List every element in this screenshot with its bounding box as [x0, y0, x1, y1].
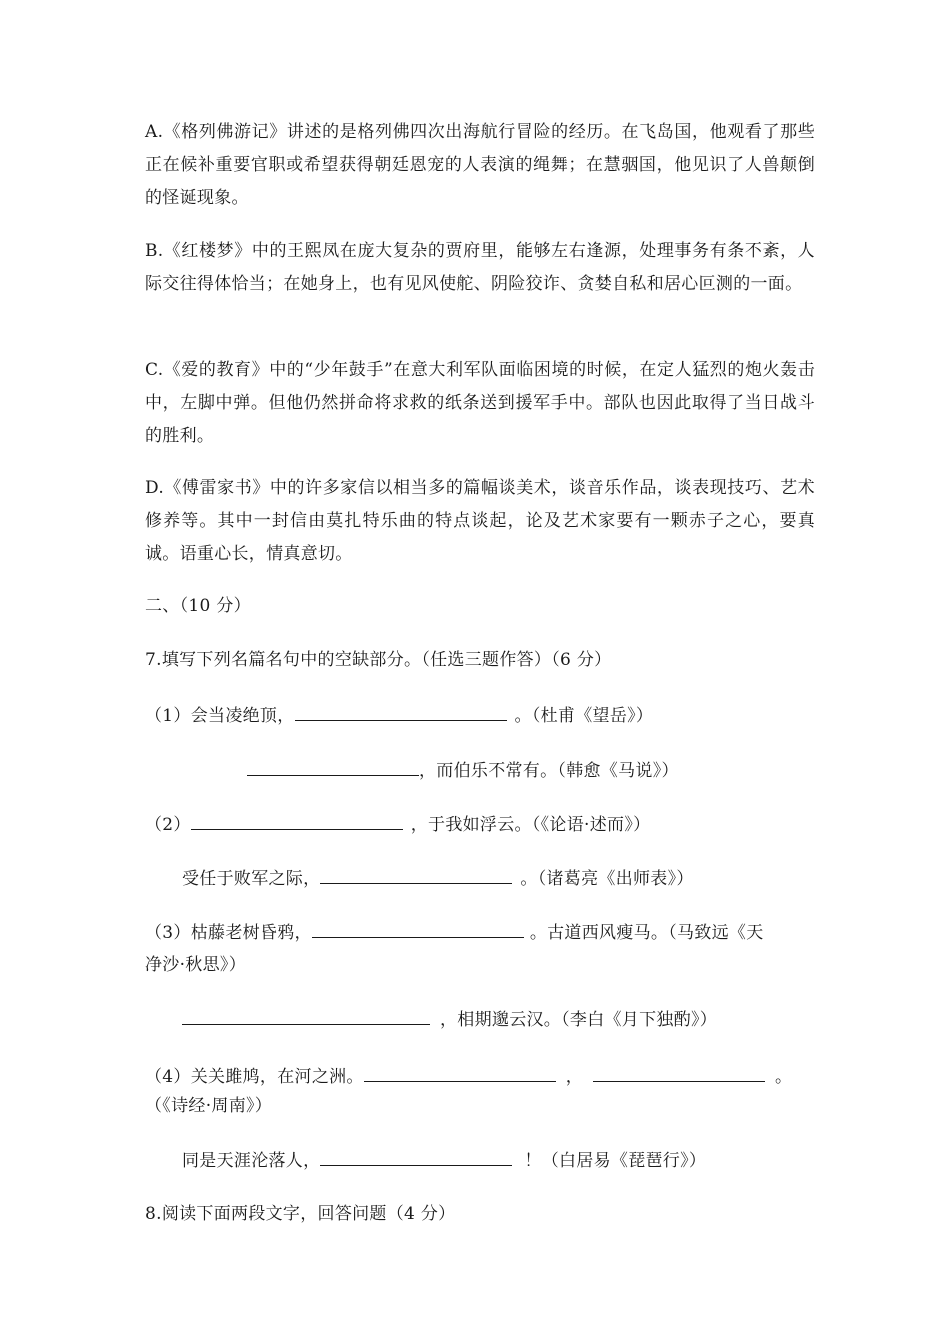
- q7-item4-line1: [145, 1063, 792, 1090]
- q7-item2-line2-prefix: 受任于败军之际，: [182, 869, 321, 889]
- question-8-title: 8.阅读下面两段文字，回答问题（4 分）: [145, 1204, 456, 1224]
- q7-item4-blank2[interactable]: [593, 1063, 765, 1082]
- q7-item2-blank2[interactable]: [320, 865, 512, 884]
- q7-item4-period: 。: [775, 1067, 793, 1087]
- q7-item1-line2-suffix: ，而伯乐不常有。（韩愈《马说》）: [419, 761, 679, 781]
- q7-item3-blank1[interactable]: [312, 919, 524, 938]
- option-a: A.《格列佛游记》讲述的是格列佛四次出海航行冒险的经历。在飞岛国，他观看了那些正在候补重要官职或希望获得朝廷恩宠的人表演的绳舞；在慧骃国，他见识了人兽颠倒的怪诞现象。: [145, 122, 815, 208]
- q7-item4-blank3[interactable]: [320, 1147, 512, 1166]
- q7-item4-line2-suffix: ！（白居易《琵琶行》）: [524, 1151, 707, 1171]
- q7-item3-line2-suffix: ，相期邈云汉。（李白《月下独酌》）: [440, 1010, 718, 1030]
- q7-item3-line2: [182, 1006, 717, 1033]
- q7-item3-blank2[interactable]: [182, 1006, 430, 1025]
- question-7-title: 7.填写下列名篇名句中的空缺部分。（任选三题作答）（6 分）: [145, 650, 612, 670]
- q7-item4-line1-continued: （《诗经·周南》）: [145, 1096, 273, 1116]
- q7-item4-line2: [182, 1147, 706, 1174]
- q7-item1-line2: [247, 757, 679, 784]
- q7-item4-comma: ，: [565, 1067, 584, 1087]
- q7-item4-prefix: （4）关关雎鸠，在河之洲。: [145, 1067, 364, 1087]
- q7-item1-blank1[interactable]: [295, 702, 507, 721]
- q7-item3-line1-continued: 净沙·秋思》）: [145, 955, 247, 975]
- q7-item1-suffix: 。（杜甫《望岳》）: [514, 706, 654, 726]
- q7-item4-line2-prefix: 同是天涯沦落人，: [182, 1151, 321, 1171]
- q7-item2-prefix: （2）: [145, 815, 191, 835]
- option-c: C.《爱的教育》中的“少年鼓手”在意大利军队面临困境的时候，在定人猛烈的炮火轰击中，左脚中弹。但他仍然拼命将求救的纸条送到援军手中。部队也因此取得了当日战斗的胜利。: [145, 360, 815, 446]
- q7-item3-suffix: 。古道西风瘦马。（马致远《天: [529, 923, 764, 943]
- q7-item2-line2: [182, 865, 694, 892]
- q7-item1-prefix: （1）会当凌绝顶，: [145, 706, 295, 726]
- q7-item2-line1: [145, 811, 650, 838]
- q7-item3-prefix: （3）枯藤老树昏鸦，: [145, 923, 312, 943]
- q7-item2-suffix: ，于我如浮云。（《论语·述而》）: [410, 815, 651, 835]
- q7-item3-line1: [145, 919, 764, 946]
- q7-item1-line1: [145, 702, 653, 729]
- section-heading: 二、（10 分）: [145, 596, 251, 616]
- option-b: B.《红楼梦》中的王熙凤在庞大复杂的贾府里，能够左右逢源，处理事务有条不紊，人际交往得体恰当；在她身上，也有见风使舵、阴险狡诈、贪婪自私和居心叵测的一面。: [145, 241, 815, 294]
- q7-item1-blank2[interactable]: [247, 757, 419, 776]
- q7-item4-blank1[interactable]: [364, 1063, 556, 1082]
- option-d: D.《傅雷家书》中的许多家信以相当多的篇幅谈美术，谈音乐作品，谈表现技巧、艺术修养等。其中一封信由莫扎特乐曲的特点谈起，论及艺术家要有一颗赤子之心，要真诚。语重心长，情真意切。: [145, 478, 815, 564]
- q7-item2-line2-suffix: 。（诸葛亮《出师表》）: [520, 869, 694, 889]
- q7-item2-blank1[interactable]: [191, 811, 403, 830]
